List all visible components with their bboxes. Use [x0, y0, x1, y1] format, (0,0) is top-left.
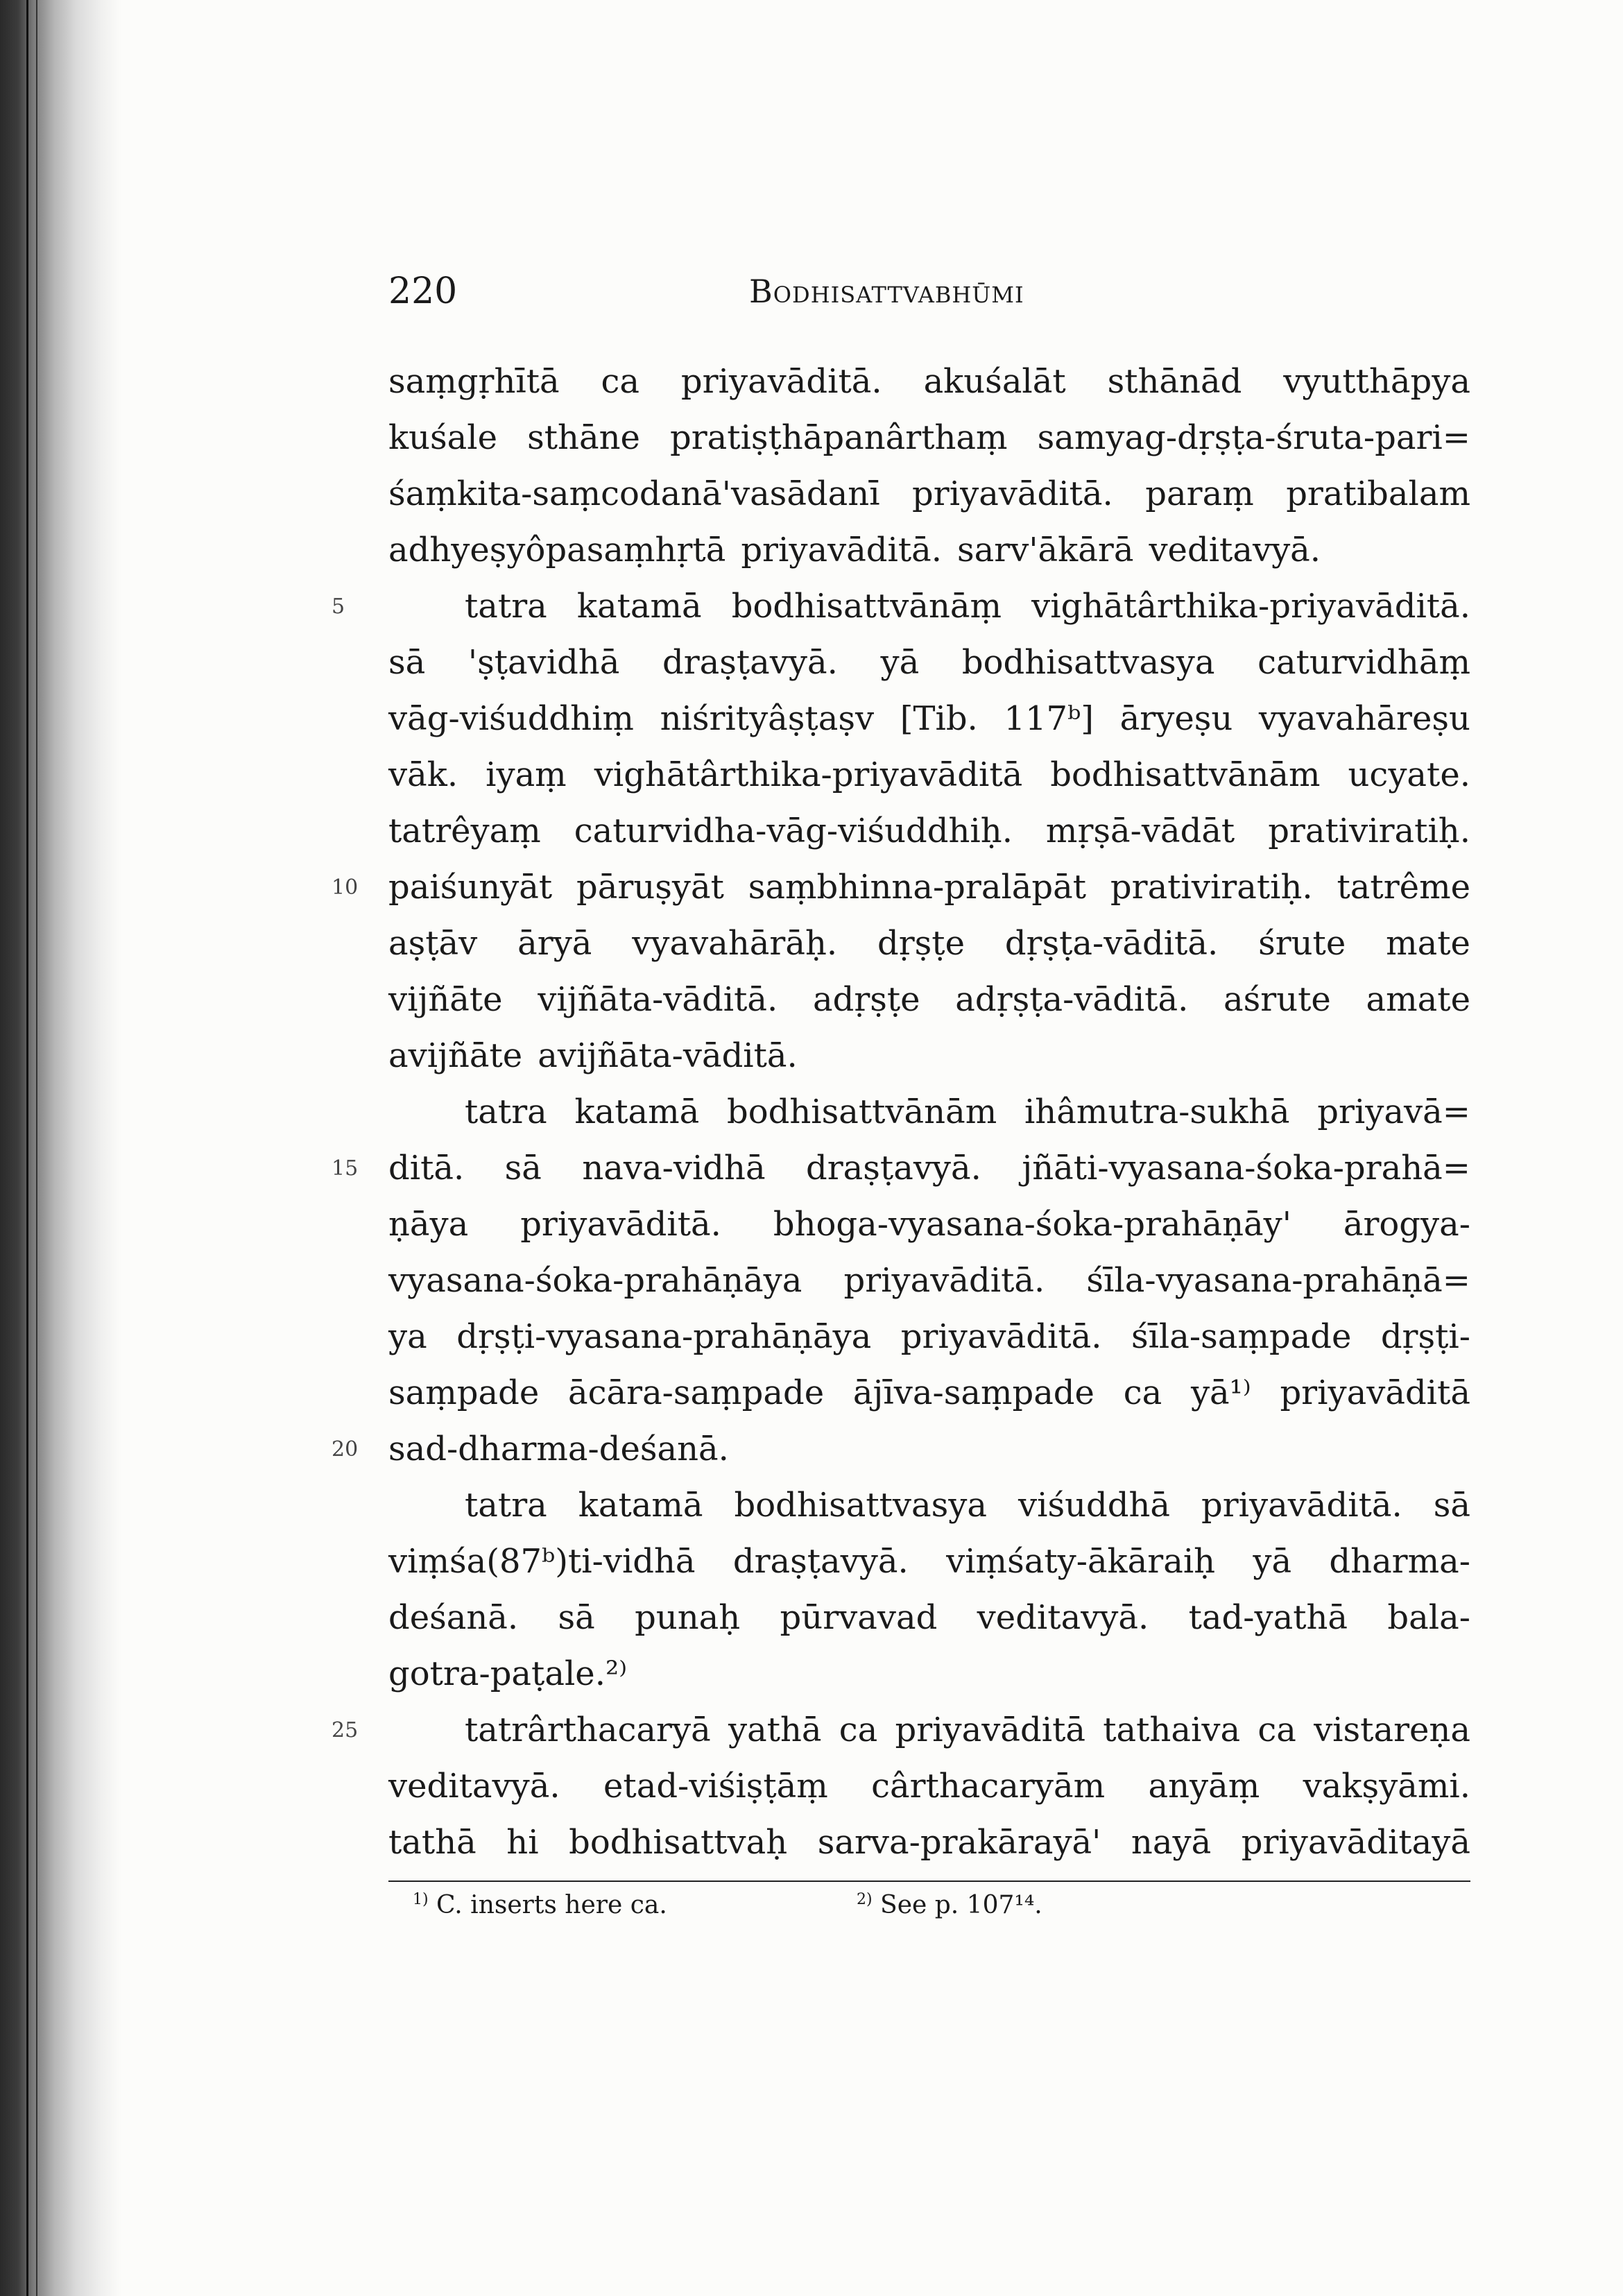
word: caturvidhāṃ — [1257, 643, 1470, 682]
body-text — [388, 354, 1470, 1871]
word: adhyeṣyôpasaṃhṛtā — [388, 531, 726, 569]
word: hi — [506, 1823, 539, 1862]
word: yā — [880, 643, 920, 682]
word: śīla-saṃpade — [1131, 1317, 1352, 1356]
word: priyavāditā. — [741, 531, 943, 569]
word: vāk. — [388, 755, 458, 794]
word: priyavāditā. — [680, 362, 882, 401]
word: ihâmutra-sukhā — [1024, 1093, 1290, 1131]
word: dṛṣṭa-vāditā. — [1004, 924, 1219, 963]
word: yā — [1253, 1542, 1292, 1581]
word: tathā — [388, 1823, 476, 1862]
text-line — [388, 466, 1470, 522]
word: vistareṇa — [1314, 1711, 1470, 1749]
text-line — [388, 1815, 1470, 1871]
word: bodhisattvānām — [726, 1093, 997, 1131]
word: saṃbhinna-pralāpāt — [748, 868, 1087, 907]
word: vakṣyāmi. — [1303, 1767, 1470, 1806]
word: akuśalāt — [923, 362, 1066, 401]
word: priyavāditā. — [912, 474, 1113, 513]
word: vighātârthika-priyavāditā. — [1031, 587, 1470, 626]
word: [Tib. — [900, 699, 978, 738]
word: dharma- — [1329, 1542, 1470, 1581]
word: adṛṣṭa-vāditā. — [955, 980, 1189, 1019]
footnote — [857, 1885, 1042, 1926]
word: bodhisattvānām — [1050, 755, 1321, 794]
text-line — [388, 1477, 1470, 1534]
text-line — [388, 635, 1470, 691]
word: ditā. — [388, 1149, 465, 1188]
word: samyag-dṛṣṭa-śruta-pari= — [1037, 418, 1470, 457]
word: tatrêyaṃ — [388, 812, 541, 850]
word: pūrvavad — [780, 1598, 938, 1637]
word: sā — [1433, 1486, 1470, 1525]
word: ca — [1123, 1373, 1162, 1412]
text-line — [388, 972, 1470, 1028]
text-line — [388, 1197, 1470, 1253]
word: amate — [1366, 980, 1470, 1019]
word: bodhisattvasya — [961, 643, 1215, 682]
word: priyavāditā. — [900, 1317, 1102, 1356]
word: tatrême — [1337, 868, 1470, 907]
word: katamā — [574, 1093, 700, 1131]
word: tatrârthacaryā — [465, 1711, 711, 1749]
text-line — [388, 522, 1470, 579]
word: nayā — [1131, 1823, 1212, 1862]
word: sarva-prakārayā' — [817, 1823, 1101, 1862]
word: prativiratiḥ. — [1110, 868, 1313, 907]
footnote-mark: 1) — [413, 1891, 429, 1908]
word: dṛṣṭi- — [1380, 1317, 1470, 1356]
binding-shadow — [0, 0, 121, 2296]
word: prativiratiḥ. — [1268, 812, 1470, 850]
footnotes — [413, 1885, 1453, 1926]
word: draṣṭavyā. — [662, 643, 838, 682]
word: avijñāte — [388, 1036, 523, 1075]
text-line — [388, 1421, 1470, 1477]
word: kuśale — [388, 418, 498, 457]
word: sā — [504, 1149, 542, 1188]
word: sthāne — [527, 418, 640, 457]
word: yathā — [728, 1711, 822, 1749]
footnote — [413, 1885, 667, 1926]
word: veditavyā. — [388, 1767, 560, 1806]
word: pratiṣṭhāpanârthaṃ — [669, 418, 1008, 457]
word: bodhisattvasya — [734, 1486, 988, 1525]
word: iyaṃ — [486, 755, 567, 794]
text-line — [388, 1702, 1470, 1758]
margin-line-number: 15 — [332, 1156, 359, 1181]
binding-line — [36, 0, 37, 2296]
word: priyavāditā — [895, 1711, 1085, 1749]
word: bala- — [1387, 1598, 1470, 1637]
word: jñāti-vyasana-śoka-prahā= — [1022, 1149, 1470, 1188]
word: tad-yathā — [1188, 1598, 1348, 1637]
word: tatra — [465, 587, 547, 626]
word: adṛṣṭe — [812, 980, 920, 1019]
text-line — [388, 1365, 1470, 1421]
word: veditavyā. — [1149, 531, 1321, 569]
word: aśrute — [1223, 980, 1331, 1019]
word: vyavahāreṣu — [1258, 699, 1470, 738]
word: ca — [1257, 1711, 1296, 1749]
word: vyutthāpya — [1283, 362, 1470, 401]
word: caturvidha-vāg-viśuddhiḥ. — [574, 812, 1013, 850]
text-line — [388, 803, 1470, 859]
text-line — [388, 1534, 1470, 1590]
word: śaṃkita-saṃcodanā'vasādanī — [388, 474, 880, 513]
word: vijñāte — [388, 980, 503, 1019]
running-title: Bodhisattvabhūmi — [749, 273, 1024, 310]
margin-line-number: 20 — [332, 1437, 359, 1462]
word: sthānād — [1107, 362, 1242, 401]
word: saṃgṛhītā — [388, 362, 560, 401]
word: bhoga-vyasana-śoka-prahāṇāy' — [773, 1205, 1291, 1244]
word: pāruṣyāt — [576, 868, 724, 907]
word: ca — [601, 362, 640, 401]
word: katamā — [576, 587, 702, 626]
word: mate — [1386, 924, 1470, 963]
word: paiśunyāt — [388, 868, 553, 907]
footnote-text: See p. 107¹⁴. — [872, 1891, 1042, 1919]
word: tathaiva — [1103, 1711, 1241, 1749]
word: āryeṣu — [1119, 699, 1233, 738]
text-line — [388, 579, 1470, 635]
word: mṛṣā-vādāt — [1045, 812, 1235, 850]
word: sad-dharma-deśanā. — [388, 1430, 729, 1468]
page-header — [388, 267, 1470, 316]
word: saṃpade — [388, 1373, 540, 1412]
word: vijñāta-vāditā. — [538, 980, 778, 1019]
word: katamā — [578, 1486, 703, 1525]
text-line — [388, 1084, 1470, 1140]
word: punaḥ — [635, 1598, 741, 1637]
word: ācāra-saṃpade — [568, 1373, 825, 1412]
word: paraṃ — [1145, 474, 1254, 513]
word: sā — [388, 643, 426, 682]
word: priyavāditā. — [843, 1261, 1045, 1300]
word: avijñāta-vāditā. — [538, 1036, 798, 1075]
text-line — [388, 1140, 1470, 1197]
binding-line — [26, 0, 28, 2296]
page-number: 220 — [388, 271, 458, 312]
word: ṇāya — [388, 1205, 469, 1244]
text-line — [388, 1253, 1470, 1309]
word: draṣṭavyā. — [805, 1149, 981, 1188]
word: tatra — [465, 1486, 547, 1525]
word: vyavahārāḥ. — [632, 924, 838, 963]
word: sā — [558, 1598, 595, 1637]
text-line — [388, 410, 1470, 466]
word: niśrityâṣṭaṣv — [660, 699, 875, 738]
word: gotra-paṭale.²⁾ — [388, 1654, 627, 1693]
word: nava-vidhā — [582, 1149, 766, 1188]
word: pratibalam — [1286, 474, 1470, 513]
text-line — [388, 916, 1470, 972]
word: viṃśa(87ᵇ)ti-vidhā — [388, 1542, 696, 1581]
word: ārogya- — [1343, 1205, 1470, 1244]
text-line — [388, 859, 1470, 916]
word: veditavyā. — [977, 1598, 1149, 1637]
margin-line-number: 5 — [332, 594, 345, 619]
word: śrute — [1258, 924, 1346, 963]
word: priyavā= — [1317, 1093, 1470, 1131]
word: yā¹⁾ — [1190, 1373, 1251, 1412]
word: vyasana-śoka-prahāṇāya — [388, 1261, 802, 1300]
text-line — [388, 1646, 1470, 1702]
word: etad-viśiṣṭāṃ — [603, 1767, 828, 1806]
word: dṛṣṭi-vyasana-prahāṇāya — [456, 1317, 872, 1356]
word: āryā — [517, 924, 592, 963]
word: tatra — [465, 1093, 547, 1131]
word: viṃśaty-ākāraiḥ — [946, 1542, 1216, 1581]
word: draṣṭavyā. — [732, 1542, 909, 1581]
word: dṛṣṭe — [877, 924, 965, 963]
text-line — [388, 354, 1470, 410]
footnote-mark: 2) — [857, 1891, 873, 1908]
margin-line-number: 25 — [332, 1718, 359, 1742]
word: ca — [839, 1711, 878, 1749]
word: priyavāditā. — [1201, 1486, 1402, 1525]
footnote-rule — [388, 1881, 1470, 1882]
text-line — [388, 1309, 1470, 1365]
word: 117ᵇ] — [1004, 699, 1094, 738]
text-line — [388, 1758, 1470, 1815]
word: priyavāditā. — [520, 1205, 721, 1244]
text-line — [388, 691, 1470, 747]
text-line — [388, 1590, 1470, 1646]
word: ya — [388, 1317, 427, 1356]
word: deśanā. — [388, 1598, 519, 1637]
word: bodhisattvānāṃ — [731, 587, 1002, 626]
footnote-text: C. inserts here ca. — [428, 1891, 667, 1919]
word: ucyate. — [1348, 755, 1470, 794]
word: vāg-viśuddhiṃ — [388, 699, 634, 738]
text-line — [388, 747, 1470, 803]
word: sarv'ākārā — [957, 531, 1134, 569]
word: anyāṃ — [1148, 1767, 1260, 1806]
word: priyavāditā — [1280, 1373, 1470, 1412]
word: aṣṭāv — [388, 924, 478, 963]
text-line — [388, 1028, 1470, 1084]
word: cârthacaryām — [871, 1767, 1106, 1806]
word: 'ṣṭavidhā — [467, 643, 620, 682]
word: bodhisattvaḥ — [569, 1823, 788, 1862]
word: vighātârthika-priyavāditā — [594, 755, 1023, 794]
word: priyavāditayā — [1241, 1823, 1470, 1862]
margin-line-number: 10 — [332, 875, 359, 900]
word: ājīva-saṃpade — [852, 1373, 1094, 1412]
word: śīla-vyasana-prahāṇā= — [1086, 1261, 1470, 1300]
word: viśuddhā — [1018, 1486, 1171, 1525]
